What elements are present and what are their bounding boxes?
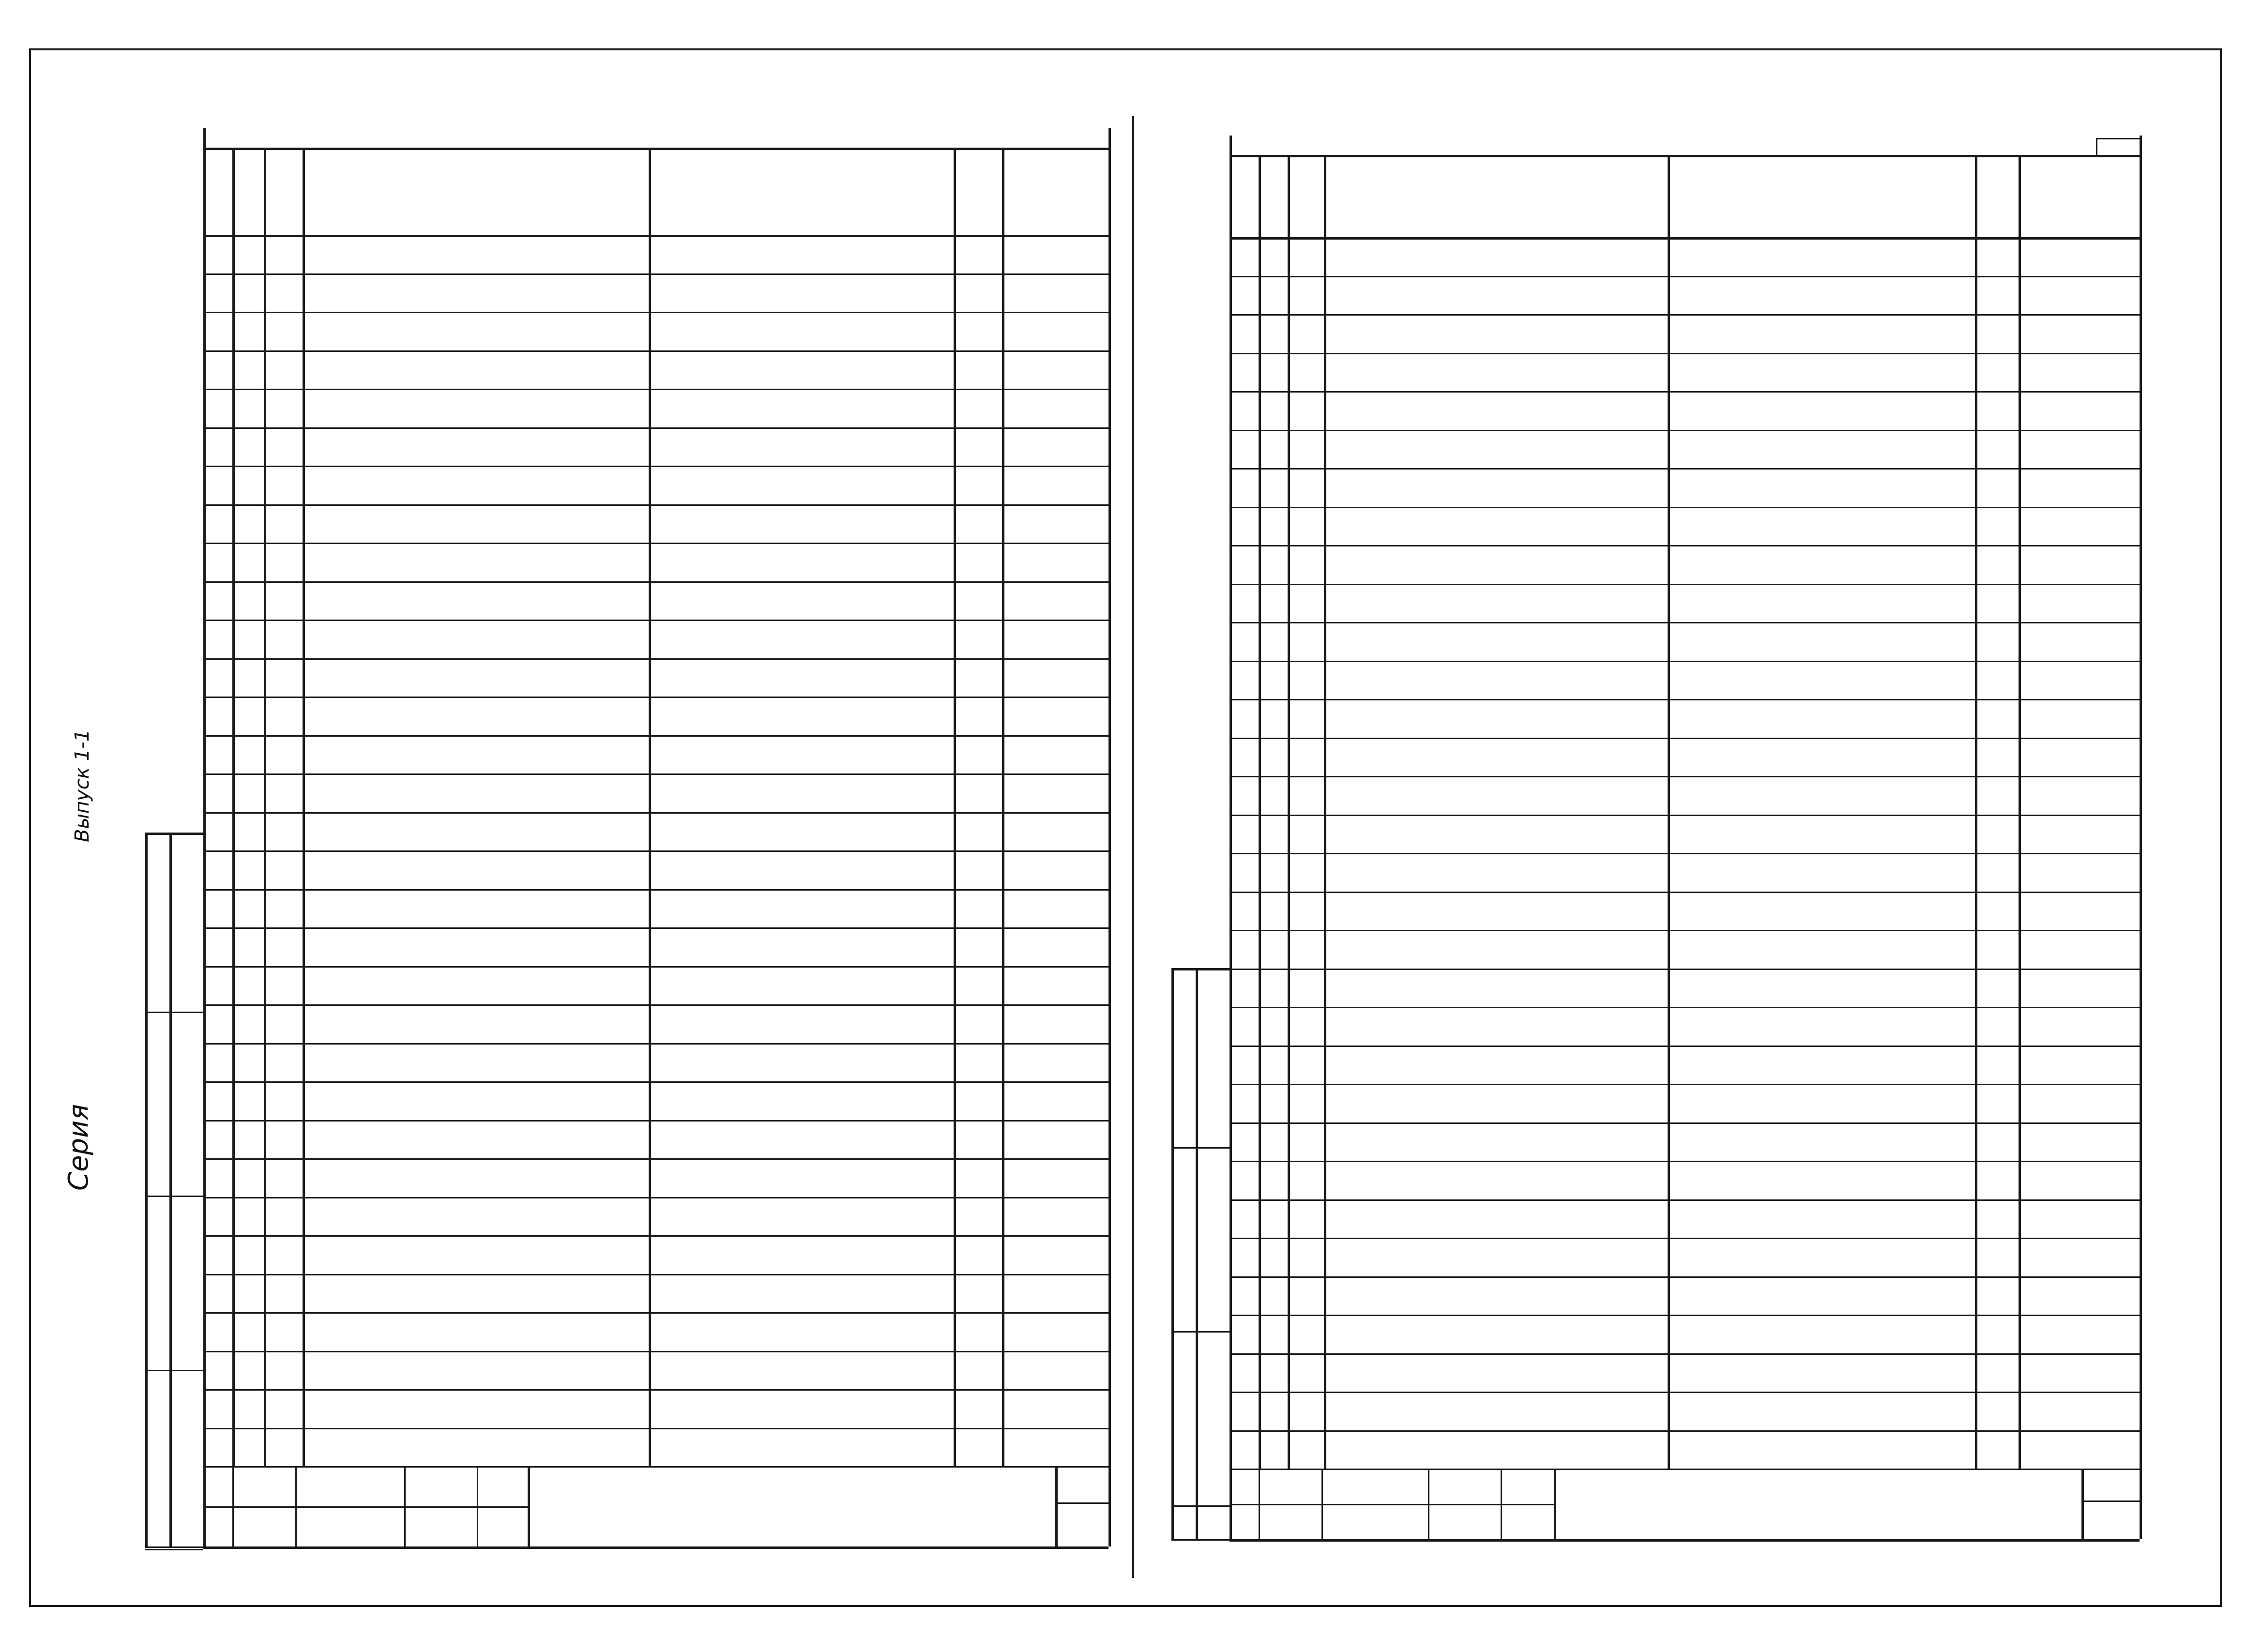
grid-hline bbox=[1230, 1199, 2140, 1201]
grid-hline bbox=[145, 1549, 203, 1550]
grid-vline bbox=[1288, 155, 1290, 1469]
grid-vline bbox=[2081, 1469, 2084, 1539]
grid-hline bbox=[203, 148, 1108, 150]
grid-vline bbox=[1230, 155, 1232, 1469]
grid-hline bbox=[203, 1428, 1108, 1429]
grid-hline bbox=[1230, 507, 2140, 508]
grid-hline bbox=[1230, 1046, 2140, 1047]
grid-hline bbox=[203, 1235, 1108, 1237]
grid-vline bbox=[2096, 138, 2097, 155]
grid-hline bbox=[203, 235, 1108, 237]
grid-hline bbox=[145, 833, 203, 834]
grid-vline bbox=[145, 833, 148, 1546]
grid-hline bbox=[1230, 1353, 2140, 1355]
grid-hline bbox=[203, 1081, 1108, 1083]
grid-hline bbox=[1230, 1084, 2140, 1085]
grid-hline bbox=[1230, 1469, 2140, 1470]
grid-hline bbox=[1230, 853, 2140, 854]
grid-hline bbox=[203, 620, 1108, 621]
grid-hline bbox=[1171, 1331, 1230, 1333]
grid-vline bbox=[295, 1466, 297, 1546]
grid-hline bbox=[1230, 584, 2140, 585]
grid-hline bbox=[203, 1312, 1108, 1314]
grid-hline bbox=[203, 850, 1108, 852]
grid-hline bbox=[1055, 1502, 1108, 1504]
grid-hline bbox=[145, 1546, 203, 1548]
grid-vline bbox=[1324, 155, 1326, 1469]
grid-hline bbox=[1230, 892, 2140, 893]
grid-hline bbox=[203, 466, 1108, 467]
grid-hline bbox=[203, 389, 1108, 390]
grid-hline bbox=[1230, 776, 2140, 777]
grid-hline bbox=[203, 1004, 1108, 1006]
grid-hline bbox=[203, 1043, 1108, 1045]
outer-seria-label: Серия bbox=[63, 1104, 94, 1191]
grid-hline bbox=[1230, 430, 2140, 431]
grid-hline bbox=[1230, 391, 2140, 393]
grid-hline bbox=[1230, 1539, 2140, 1542]
grid-hline bbox=[1171, 1147, 1230, 1149]
grid-hline bbox=[203, 927, 1108, 929]
grid-hline bbox=[203, 889, 1108, 891]
grid-vline bbox=[1321, 1469, 1323, 1539]
grid-hline bbox=[203, 966, 1108, 968]
grid-hline bbox=[203, 1389, 1108, 1391]
grid-hline bbox=[203, 1120, 1108, 1122]
grid-vline bbox=[2140, 136, 2142, 1539]
grid-vline bbox=[954, 148, 956, 1466]
grid-hline bbox=[203, 581, 1108, 583]
outer-border bbox=[29, 48, 2222, 1607]
grid-hline bbox=[203, 312, 1108, 313]
grid-vline bbox=[169, 833, 172, 1546]
grid-hline bbox=[145, 1196, 203, 1197]
grid-hline bbox=[1230, 661, 2140, 662]
grid-hline bbox=[203, 1197, 1108, 1198]
grid-hline bbox=[1230, 1161, 2140, 1162]
grid-hline bbox=[1171, 968, 1230, 970]
grid-hline bbox=[203, 1351, 1108, 1352]
grid-hline bbox=[1230, 1238, 2140, 1239]
grid-vline bbox=[1554, 1469, 1556, 1539]
grid-hline bbox=[1230, 815, 2140, 816]
grid-vline bbox=[1668, 155, 1670, 1469]
outer-vypusk-label: Выпуск 1-1 bbox=[71, 729, 93, 842]
grid-hline bbox=[1171, 1505, 1230, 1507]
grid-hline bbox=[1230, 1122, 2140, 1124]
grid-vline bbox=[1428, 1469, 1429, 1539]
grid-hline bbox=[203, 1466, 1108, 1468]
grid-vline bbox=[477, 1466, 478, 1546]
grid-vline bbox=[1259, 1469, 1260, 1539]
grid-vline bbox=[1975, 155, 1977, 1469]
grid-hline bbox=[203, 697, 1108, 698]
grid-vline bbox=[1501, 1469, 1502, 1539]
grid-hline bbox=[203, 1546, 1108, 1549]
grid-hline bbox=[1230, 1007, 2140, 1008]
grid-hline bbox=[1230, 1315, 2140, 1316]
grid-hline bbox=[203, 543, 1108, 544]
grid-vline bbox=[1002, 148, 1004, 1466]
grid-vline bbox=[2019, 155, 2021, 1469]
grid-hline bbox=[1230, 155, 2140, 157]
grid-hline bbox=[1230, 930, 2140, 931]
grid-vline bbox=[1196, 968, 1198, 1539]
grid-hline bbox=[203, 773, 1108, 775]
grid-hline bbox=[1230, 699, 2140, 700]
grid-hline bbox=[2096, 138, 2140, 139]
grid-vline bbox=[1259, 155, 1261, 1469]
grid-vline bbox=[1171, 968, 1174, 1539]
grid-vline bbox=[203, 148, 206, 1466]
grid-vline bbox=[649, 148, 651, 1466]
grid-hline bbox=[1230, 1276, 2140, 1278]
grid-hline bbox=[1230, 1430, 2140, 1432]
grid-hline bbox=[203, 812, 1108, 814]
grid-hline bbox=[145, 1012, 203, 1013]
grid-hline bbox=[203, 1274, 1108, 1275]
grid-hline bbox=[203, 273, 1108, 275]
grid-hline bbox=[203, 504, 1108, 506]
grid-hline bbox=[1230, 622, 2140, 623]
grid-hline bbox=[1230, 545, 2140, 546]
grid-hline bbox=[203, 735, 1108, 737]
grid-hline bbox=[1230, 468, 2140, 470]
grid-vline bbox=[1108, 128, 1111, 1546]
grid-hline bbox=[145, 1370, 203, 1371]
grid-hline bbox=[203, 1506, 528, 1508]
grid-hline bbox=[1171, 1539, 1230, 1541]
grid-hline bbox=[1230, 314, 2140, 316]
grid-hline bbox=[2081, 1500, 2140, 1502]
grid-vline bbox=[1132, 116, 1134, 1578]
grid-hline bbox=[203, 350, 1108, 352]
grid-vline bbox=[232, 148, 235, 1466]
grid-hline bbox=[1230, 1392, 2140, 1393]
grid-hline bbox=[1230, 1504, 1554, 1505]
grid-vline bbox=[303, 148, 305, 1466]
grid-hline bbox=[1230, 353, 2140, 354]
grid-hline bbox=[1230, 738, 2140, 739]
grid-hline bbox=[1230, 969, 2140, 970]
grid-hline bbox=[1230, 237, 2140, 240]
grid-vline bbox=[232, 1466, 234, 1546]
grid-hline bbox=[203, 658, 1108, 660]
grid-vline bbox=[404, 1466, 406, 1546]
grid-hline bbox=[203, 1158, 1108, 1160]
grid-vline bbox=[264, 148, 266, 1466]
grid-vline bbox=[528, 1466, 530, 1546]
grid-vline bbox=[1055, 1466, 1058, 1546]
grid-hline bbox=[1230, 276, 2140, 277]
grid-hline bbox=[203, 427, 1108, 429]
